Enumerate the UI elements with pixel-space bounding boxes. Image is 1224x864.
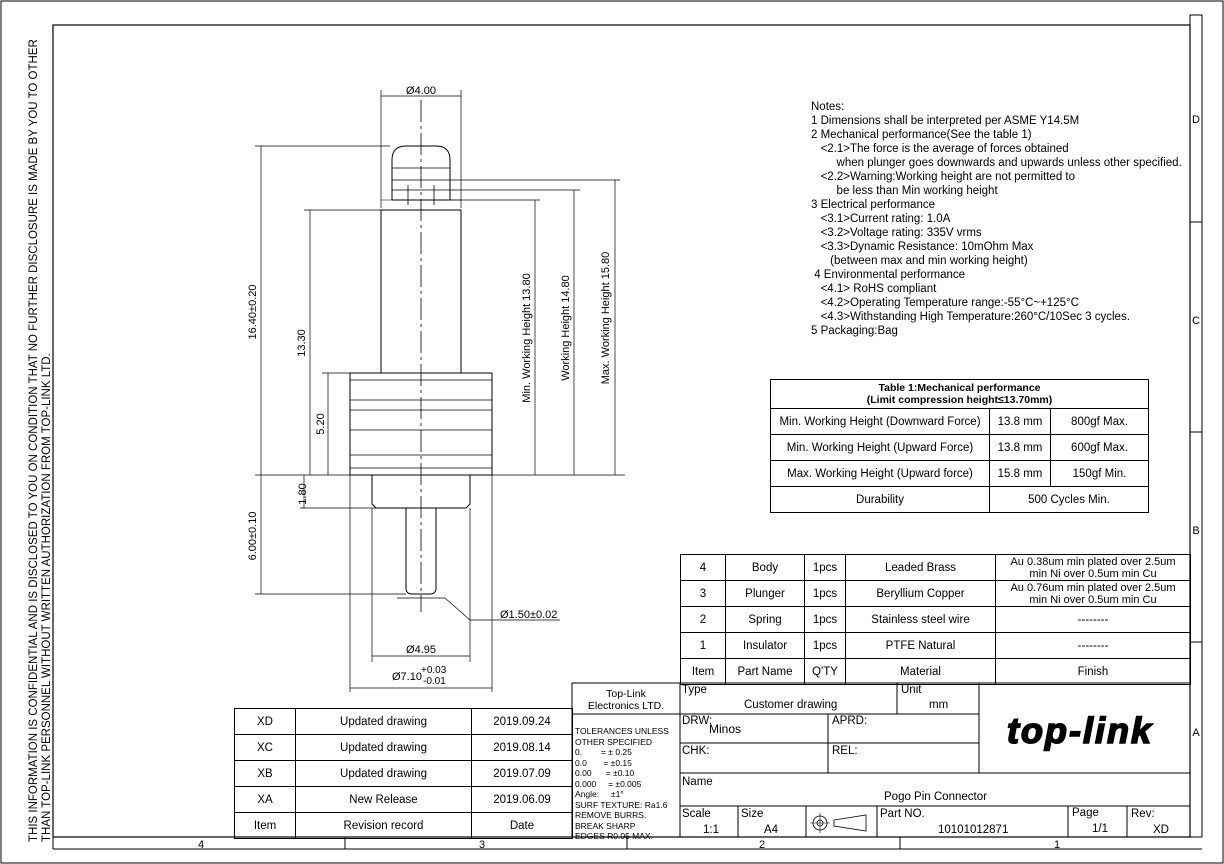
- dim-collar: 5.20: [315, 413, 327, 435]
- bom-cell: min Ni over 0.5um min Cu: [1029, 593, 1157, 606]
- bom-header-cell: Finish: [996, 659, 1191, 685]
- rev-cell: 2019.07.09: [472, 761, 573, 787]
- rev-cell: XB: [235, 761, 296, 787]
- scale-label: Scale: [682, 808, 711, 820]
- scale-value: 1:1: [703, 824, 719, 836]
- bom-header-cell: Item: [681, 659, 726, 685]
- dim-dia-top: Ø4.00: [406, 85, 436, 97]
- unit-label: Unit: [901, 684, 922, 696]
- tolerance-line: TOLERANCES UNLESS: [575, 726, 669, 736]
- tolerance-line: 0. = ± 0.25: [575, 747, 632, 757]
- bom-cell: Spring: [726, 607, 805, 633]
- note-line: <3.1>Current rating: 1.0A: [811, 213, 951, 225]
- type-value: Customer drawing: [744, 699, 838, 711]
- table1-cell: Max. Working Height (Upward force): [771, 461, 990, 487]
- bill-of-materials: [680, 554, 1191, 685]
- note-line: <3.3>Dynamic Resistance: 10mOhm Max: [811, 241, 1034, 253]
- tolerance-line: 0.0 = ±0.15: [575, 757, 632, 768]
- revision-header: [235, 813, 573, 839]
- partno-value: 10101012871: [938, 824, 1009, 836]
- bom-cell: 1pcs: [805, 581, 846, 607]
- partno-label: Part NO.: [880, 808, 925, 820]
- company-name-line2: Electronics LTD.: [587, 700, 665, 712]
- note-line: <3.2>Voltage rating: 335V vrms: [811, 227, 982, 239]
- bom-cell: Leaded Brass: [846, 555, 996, 581]
- note-line: 2 Mechanical performance(See the table 1): [811, 129, 1032, 141]
- dim-max-wh: Max. Working Height 15.80: [600, 251, 612, 385]
- tolerances-block: [575, 726, 669, 842]
- table-row: [235, 709, 573, 735]
- bom-cell: 1: [681, 633, 726, 659]
- unit-value: mm: [929, 699, 949, 711]
- table-row: [235, 735, 573, 761]
- bom-cell: 3: [681, 581, 726, 607]
- zone-3: 3: [478, 839, 486, 851]
- table-row: [771, 461, 1149, 487]
- bom-header-cell: Material: [846, 659, 996, 685]
- projection-symbol-icon: [810, 813, 866, 833]
- note-line: <2.2>Warning:Working height are not permitted to: [811, 171, 1076, 183]
- bom-cell: Plunger: [726, 581, 805, 607]
- aprd-label: APRD:: [832, 715, 868, 727]
- rev-cell: 2019.08.14: [472, 735, 573, 761]
- note-line: (between max and min working height): [811, 255, 1028, 267]
- table-row: [771, 487, 1149, 513]
- rev-header-cell: Date: [472, 813, 573, 839]
- table1-cell: 13.8 mm: [990, 409, 1051, 435]
- table1-subtitle: (Limit compression height≤13.70mm): [866, 394, 1053, 406]
- notes-block: [811, 100, 1182, 338]
- rev-cell: Updated drawing: [296, 709, 472, 735]
- zone-c: C: [1192, 315, 1200, 327]
- bom-cell: Au 0.76um min plated over 2.5um: [1010, 581, 1176, 594]
- mechanical-performance-table: [770, 379, 1149, 513]
- tolerance-line: BREAK SHARP: [575, 820, 636, 831]
- bom-cell: 1pcs: [805, 633, 846, 659]
- table-row: [681, 607, 1191, 633]
- confidential-notice: THIS INFORMATION IS CONFIDENTIAL AND IS DISCLOSED TO YOU ON CONDITION THAT NO FURTHER DISCLOSURE IS MADE BY YOU TO OTHER THAN TOP-LINK PERSONNEL WITHOUT WRITTEN AUTHORIZATION FROM TOP-LINK LTD.: [28, 39, 53, 842]
- zone-2: 2: [758, 839, 766, 851]
- type-label: Type: [682, 684, 707, 696]
- dim-dia-495: Ø4.95: [406, 644, 436, 656]
- zone-a: A: [1192, 727, 1200, 739]
- table-row: [235, 787, 573, 813]
- company-name-line1: Top-Link: [606, 688, 646, 700]
- dim-tol-minus: -0.01: [423, 676, 446, 687]
- zone-b: B: [1192, 525, 1200, 537]
- page-value: 1/1: [1092, 823, 1108, 835]
- table1-cell: Min. Working Height (Upward Force): [771, 435, 990, 461]
- tolerance-line: 0.00 = ±0.10: [575, 768, 635, 778]
- dim-overall: 16.40±0.20: [247, 284, 259, 340]
- tolerance-line: 0.000 = ±0.005: [575, 778, 642, 789]
- zone-d: D: [1192, 114, 1200, 126]
- zone-strip-right: [1190, 15, 1202, 837]
- table-row: [771, 409, 1149, 435]
- bom-cell: --------: [996, 607, 1191, 633]
- zone-1: 1: [1053, 839, 1061, 851]
- dim-min-wh: Min. Working Height 13.80: [521, 273, 533, 403]
- table-row: [235, 761, 573, 787]
- tolerance-line: Angle: ±1°: [575, 789, 624, 799]
- rev-label: Rev:: [1131, 808, 1155, 820]
- table1-cell: 15.8 mm: [990, 461, 1051, 487]
- company-name: [572, 688, 680, 712]
- note-line: <2.1>The force is the average of forces obtained: [811, 143, 1069, 155]
- note-line: <4.1> RoHS compliant: [811, 283, 937, 295]
- bom-cell: Stainless steel wire: [846, 607, 996, 633]
- dim-wh: Working Height 14.80: [560, 275, 572, 381]
- dim-tail: 6.00±0.10: [247, 511, 259, 561]
- drw-label: DRW:: [682, 715, 713, 727]
- tolerance-line: REMOVE BURRS.: [575, 810, 647, 820]
- bom-cell: 1pcs: [805, 607, 846, 633]
- size-label: Size: [741, 808, 764, 820]
- dim-tail-dia: Ø1.50±0.02: [500, 609, 558, 621]
- rev-cell: XC: [235, 735, 296, 761]
- rev-cell: New Release: [296, 787, 472, 813]
- name-label: Name: [682, 776, 713, 788]
- table1-cell: Min. Working Height (Downward Force): [771, 409, 990, 435]
- company-logo: top-link: [1007, 710, 1153, 751]
- rev-cell: Updated drawing: [296, 761, 472, 787]
- dim-upper: 13.30: [296, 329, 308, 357]
- size-value: A4: [764, 824, 779, 836]
- rev-header-cell: Item: [235, 813, 296, 839]
- bom-cell: Insulator: [726, 633, 805, 659]
- bom-cell: 4: [681, 555, 726, 581]
- rel-label: REL:: [832, 745, 858, 757]
- note-line: Notes:: [811, 101, 845, 113]
- bom-cell: 2: [681, 607, 726, 633]
- table1-cell: 600gf Max.: [1051, 435, 1149, 461]
- revision-table: [234, 708, 573, 839]
- dim-tol-plus: +0.03: [421, 665, 447, 676]
- tolerance-line: OTHER SPECIFIED: [575, 736, 652, 747]
- note-line: 3 Electrical performance: [811, 199, 935, 211]
- table1-cell: 800gf Max.: [1051, 409, 1149, 435]
- page-label: Page: [1072, 807, 1099, 819]
- tolerance-line: SURF TEXTURE: Ra1.6: [575, 799, 668, 810]
- rev-cell: XD: [235, 709, 296, 735]
- bom-cell: Body: [726, 555, 805, 581]
- bom-cell: 1pcs: [805, 555, 846, 581]
- table1-cell: 150gf Min.: [1051, 461, 1149, 487]
- rev-cell: XA: [235, 787, 296, 813]
- bom-cell: Beryllium Copper: [846, 581, 996, 607]
- durability-value: 500 Cycles Min.: [990, 487, 1149, 513]
- note-line: <4.2>Operating Temperature range:-55°C~+125°C: [811, 297, 1079, 309]
- bom-header-cell: Part Name: [726, 659, 805, 685]
- bom-header: [681, 659, 1191, 685]
- note-line: when plunger goes downwards and upwards unless other specified.: [811, 157, 1182, 169]
- bom-cell: min Ni over 0.5um min Cu: [1029, 567, 1157, 580]
- rev-value: XD: [1153, 824, 1169, 836]
- table-row: [771, 435, 1149, 461]
- rev-cell: Updated drawing: [296, 735, 472, 761]
- note-line: <4.3>Withstanding High Temperature:260°C/10Sec 3 cycles.: [811, 311, 1130, 323]
- bom-cell: PTFE Natural: [846, 633, 996, 659]
- note-line: be less than Min working height: [811, 185, 998, 197]
- dim-dia-710: Ø7.10: [392, 671, 422, 683]
- chk-label: CHK:: [682, 745, 710, 757]
- rev-cell: 2019.06.09: [472, 787, 573, 813]
- dim-step: 1.80: [297, 483, 309, 505]
- note-line: 4 Environmental performance: [811, 269, 966, 281]
- note-line: 5 Packaging:Bag: [811, 325, 898, 337]
- table1-title: Table 1:Mechanical performance: [878, 382, 1041, 394]
- rev-header-cell: Revision record: [296, 813, 472, 839]
- table-row: [681, 633, 1191, 659]
- bom-cell: --------: [996, 633, 1191, 659]
- name-value: Pogo Pin Connector: [884, 791, 987, 803]
- bom-cell: Au 0.38um min plated over 2.5um: [1010, 555, 1176, 568]
- table-row: [681, 581, 1191, 607]
- tolerance-line: EDGES R0.05 MAX.: [575, 831, 653, 841]
- table1-cell: 13.8 mm: [990, 435, 1051, 461]
- table-row: [681, 555, 1191, 581]
- bom-header-cell: Q'TY: [805, 659, 846, 685]
- durability-label: Durability: [771, 487, 990, 513]
- drw-value: Minos: [709, 722, 742, 736]
- zone-4: 4: [197, 839, 205, 851]
- note-line: 1 Dimensions shall be interpreted per ASME Y14.5M: [811, 115, 1080, 127]
- rev-cell: 2019.09.24: [472, 709, 573, 735]
